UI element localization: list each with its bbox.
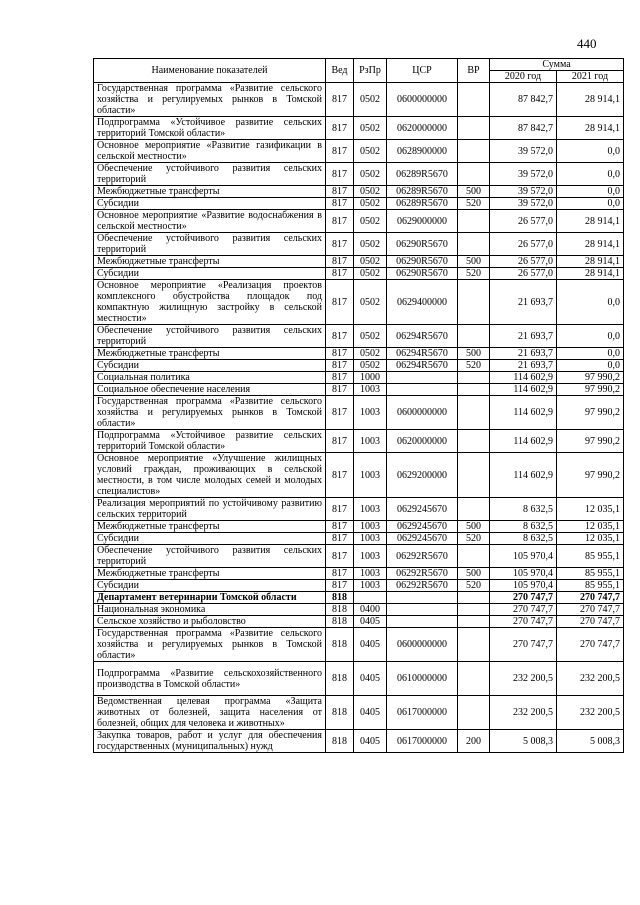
- cell-name: Реализация мероприятий по устойчивому развитию сельских территорий: [94, 498, 326, 521]
- cell-ved: 817: [326, 430, 354, 453]
- cell-value-2021: 28 914,1: [557, 233, 624, 256]
- cell-ved: 817: [326, 163, 354, 186]
- table-row: [94, 453, 624, 498]
- cell-value-2020: 5 008,3: [490, 730, 557, 753]
- cell-rzpr: 1003: [354, 384, 387, 396]
- cell-csr: 06294R5670: [387, 348, 458, 360]
- table-row: [94, 430, 624, 453]
- cell-value-2021: 97 990,2: [557, 384, 624, 396]
- cell-ved: 817: [326, 396, 354, 430]
- cell-vr: [458, 430, 490, 453]
- cell-csr: 06294R5670: [387, 325, 458, 348]
- cell-rzpr: 0400: [354, 604, 387, 616]
- cell-rzpr: 0405: [354, 616, 387, 628]
- col-header-vr: ВР: [458, 59, 490, 83]
- cell-value-2021: 28 914,1: [557, 256, 624, 268]
- cell-csr: 0629245670: [387, 498, 458, 521]
- cell-value-2021: 85 955,1: [557, 545, 624, 568]
- cell-csr: 0629245670: [387, 521, 458, 533]
- cell-rzpr: 0502: [354, 83, 387, 117]
- cell-ved: 817: [326, 521, 354, 533]
- cell-name: Субсидии: [94, 580, 326, 592]
- cell-vr: 520: [458, 268, 490, 280]
- table-row: [94, 256, 624, 268]
- cell-rzpr: [354, 592, 387, 604]
- table-row: [94, 616, 624, 628]
- table-row: [94, 533, 624, 545]
- cell-value-2021: 232 200,5: [557, 696, 624, 730]
- cell-vr: [458, 453, 490, 498]
- cell-name: Социальное обеспечение населения: [94, 384, 326, 396]
- table-row: [94, 83, 624, 117]
- cell-value-2020: 21 693,7: [490, 325, 557, 348]
- cell-value-2021: 12 035,1: [557, 521, 624, 533]
- cell-vr: 500: [458, 348, 490, 360]
- cell-ved: 817: [326, 83, 354, 117]
- cell-value-2021: 270 747,7: [557, 616, 624, 628]
- cell-ved: 817: [326, 256, 354, 268]
- cell-rzpr: 1003: [354, 453, 387, 498]
- cell-rzpr: 1003: [354, 580, 387, 592]
- cell-rzpr: 0502: [354, 140, 387, 163]
- cell-csr: 0600000000: [387, 396, 458, 430]
- cell-csr: 0629200000: [387, 453, 458, 498]
- table-row: [94, 730, 624, 753]
- cell-value-2021: 270 747,7: [557, 592, 624, 604]
- cell-value-2020: 26 577,0: [490, 256, 557, 268]
- cell-name: Ведомственная целевая программа «Защита животных от болезней, защита населения от болезней, общих для человека и животных»: [94, 696, 326, 730]
- table-row: [94, 348, 624, 360]
- cell-vr: 500: [458, 186, 490, 198]
- cell-vr: [458, 592, 490, 604]
- cell-value-2021: 97 990,2: [557, 430, 624, 453]
- cell-value-2020: 105 970,4: [490, 580, 557, 592]
- cell-rzpr: 0502: [354, 348, 387, 360]
- cell-rzpr: 0502: [354, 210, 387, 233]
- cell-name: Подпрограмма «Развитие сельскохозяйственного производства в Томской области»: [94, 662, 326, 696]
- table-row: [94, 568, 624, 580]
- cell-rzpr: 0405: [354, 696, 387, 730]
- cell-ved: 817: [326, 372, 354, 384]
- cell-vr: [458, 628, 490, 662]
- page-number: 440: [577, 36, 597, 51]
- col-header-rzpr: РзПр: [354, 59, 387, 83]
- cell-name: Обеспечение устойчивого развития сельских территорий: [94, 163, 326, 186]
- cell-ved: 817: [326, 198, 354, 210]
- cell-csr: [387, 384, 458, 396]
- cell-name: Национальная экономика: [94, 604, 326, 616]
- cell-ved: 817: [326, 384, 354, 396]
- cell-vr: [458, 396, 490, 430]
- cell-name: Социальная политика: [94, 372, 326, 384]
- cell-rzpr: 0502: [354, 325, 387, 348]
- cell-vr: [458, 140, 490, 163]
- table-row: [94, 280, 624, 325]
- col-header-2020: 2020 год: [490, 71, 557, 83]
- cell-csr: 0617000000: [387, 696, 458, 730]
- cell-vr: [458, 384, 490, 396]
- col-header-name: Наименование показателей: [94, 59, 326, 83]
- cell-value-2020: 39 572,0: [490, 198, 557, 210]
- cell-value-2020: 114 602,9: [490, 453, 557, 498]
- cell-name: Обеспечение устойчивого развития сельских территорий: [94, 325, 326, 348]
- cell-value-2020: 87 842,7: [490, 83, 557, 117]
- cell-value-2020: 270 747,7: [490, 604, 557, 616]
- cell-name: Подпрограмма «Устойчивое развитие сельских территорий Томской области»: [94, 430, 326, 453]
- cell-ved: 817: [326, 210, 354, 233]
- cell-csr: 06289R5670: [387, 198, 458, 210]
- cell-rzpr: 0405: [354, 628, 387, 662]
- cell-ved: 818: [326, 628, 354, 662]
- cell-value-2021: 28 914,1: [557, 268, 624, 280]
- budget-table: [93, 58, 624, 753]
- cell-csr: 0628900000: [387, 140, 458, 163]
- cell-name: Субсидии: [94, 533, 326, 545]
- cell-value-2021: 0,0: [557, 198, 624, 210]
- cell-value-2020: 21 693,7: [490, 348, 557, 360]
- cell-name: Основное мероприятие «Развитие водоснабжения в сельской местности»: [94, 210, 326, 233]
- cell-value-2020: 26 577,0: [490, 210, 557, 233]
- cell-csr: 0610000000: [387, 662, 458, 696]
- cell-rzpr: 0502: [354, 117, 387, 140]
- cell-ved: 818: [326, 604, 354, 616]
- cell-name: Субсидии: [94, 360, 326, 372]
- col-header-2021: 2021 год: [557, 71, 624, 83]
- table-row: [94, 325, 624, 348]
- cell-value-2021: 97 990,2: [557, 372, 624, 384]
- cell-csr: [387, 372, 458, 384]
- cell-ved: 817: [326, 325, 354, 348]
- cell-csr: 0629000000: [387, 210, 458, 233]
- header-row: [94, 59, 624, 71]
- cell-name: Закупка товаров, работ и услуг для обеспечения государственных (муниципальных) нужд: [94, 730, 326, 753]
- cell-name: Обеспечение устойчивого развития сельских территорий: [94, 545, 326, 568]
- table-row: [94, 233, 624, 256]
- cell-value-2020: 8 632,5: [490, 533, 557, 545]
- cell-name: Департамент ветеринарии Томской области: [94, 592, 326, 604]
- cell-rzpr: 1003: [354, 430, 387, 453]
- cell-name: Основное мероприятие «Реализация проектов комплексного обустройства площадок под компактную жилищную застройку в сельской местности»: [94, 280, 326, 325]
- cell-ved: 818: [326, 696, 354, 730]
- cell-vr: 520: [458, 580, 490, 592]
- cell-value-2020: 87 842,7: [490, 117, 557, 140]
- cell-value-2020: 39 572,0: [490, 140, 557, 163]
- cell-ved: 817: [326, 117, 354, 140]
- cell-rzpr: 0502: [354, 186, 387, 198]
- cell-name: Обеспечение устойчивого развития сельских территорий: [94, 233, 326, 256]
- cell-name: Субсидии: [94, 198, 326, 210]
- table-row: [94, 545, 624, 568]
- cell-value-2020: 39 572,0: [490, 186, 557, 198]
- cell-value-2020: 39 572,0: [490, 163, 557, 186]
- cell-value-2021: 0,0: [557, 360, 624, 372]
- cell-csr: 0617000000: [387, 730, 458, 753]
- cell-vr: 500: [458, 256, 490, 268]
- cell-name: Государственная программа «Развитие сельского хозяйства и регулируемых рынков в Томской области»: [94, 396, 326, 430]
- cell-vr: [458, 662, 490, 696]
- cell-ved: 817: [326, 545, 354, 568]
- cell-value-2021: 97 990,2: [557, 396, 624, 430]
- cell-name: Межбюджетные трансферты: [94, 348, 326, 360]
- cell-csr: 0629245670: [387, 533, 458, 545]
- cell-vr: 500: [458, 521, 490, 533]
- cell-csr: 0620000000: [387, 430, 458, 453]
- cell-rzpr: 0405: [354, 730, 387, 753]
- cell-csr: [387, 616, 458, 628]
- table-row: [94, 198, 624, 210]
- cell-ved: 817: [326, 533, 354, 545]
- cell-value-2021: 28 914,1: [557, 117, 624, 140]
- cell-csr: 06290R5670: [387, 268, 458, 280]
- cell-name: Межбюджетные трансферты: [94, 568, 326, 580]
- cell-value-2021: 0,0: [557, 186, 624, 198]
- cell-csr: 0629400000: [387, 280, 458, 325]
- cell-value-2020: 114 602,9: [490, 372, 557, 384]
- cell-vr: 500: [458, 568, 490, 580]
- cell-rzpr: 1003: [354, 545, 387, 568]
- cell-ved: 818: [326, 616, 354, 628]
- table-row: [94, 186, 624, 198]
- cell-csr: 06292R5670: [387, 580, 458, 592]
- cell-rzpr: 1003: [354, 533, 387, 545]
- cell-value-2021: 12 035,1: [557, 498, 624, 521]
- cell-value-2021: 0,0: [557, 348, 624, 360]
- cell-value-2020: 270 747,7: [490, 628, 557, 662]
- cell-ved: 817: [326, 268, 354, 280]
- cell-rzpr: 0502: [354, 163, 387, 186]
- cell-csr: [387, 592, 458, 604]
- table-row: [94, 210, 624, 233]
- cell-rzpr: 0502: [354, 360, 387, 372]
- cell-value-2021: 232 200,5: [557, 662, 624, 696]
- table-row: [94, 396, 624, 430]
- cell-ved: 817: [326, 348, 354, 360]
- table-row: [94, 662, 624, 696]
- table-row: [94, 628, 624, 662]
- col-header-ved: Вед: [326, 59, 354, 83]
- cell-vr: 200: [458, 730, 490, 753]
- cell-value-2021: 28 914,1: [557, 210, 624, 233]
- table-row: [94, 360, 624, 372]
- cell-csr: 06292R5670: [387, 545, 458, 568]
- cell-value-2021: 0,0: [557, 325, 624, 348]
- cell-ved: 817: [326, 568, 354, 580]
- cell-ved: 817: [326, 280, 354, 325]
- cell-value-2021: 12 035,1: [557, 533, 624, 545]
- cell-vr: 520: [458, 533, 490, 545]
- table-body: [94, 83, 624, 753]
- cell-value-2020: 105 970,4: [490, 568, 557, 580]
- cell-csr: 0600000000: [387, 628, 458, 662]
- cell-value-2021: 85 955,1: [557, 580, 624, 592]
- cell-name: Основное мероприятие «Улучшение жилищных условий граждан, проживающих в сельской местности, в том числе молодых семей и молодых специалистов»: [94, 453, 326, 498]
- cell-csr: 06292R5670: [387, 568, 458, 580]
- cell-vr: [458, 163, 490, 186]
- cell-value-2021: 270 747,7: [557, 604, 624, 616]
- cell-csr: 06289R5670: [387, 163, 458, 186]
- cell-csr: 06290R5670: [387, 256, 458, 268]
- cell-vr: [458, 545, 490, 568]
- cell-name: Межбюджетные трансферты: [94, 186, 326, 198]
- cell-value-2021: 97 990,2: [557, 453, 624, 498]
- table-row: [94, 696, 624, 730]
- cell-name: Подпрограмма «Устойчивое развитие сельских территорий Томской области»: [94, 117, 326, 140]
- cell-name: Основное мероприятие «Развитие газификации в сельской местности»: [94, 140, 326, 163]
- cell-value-2020: 232 200,5: [490, 696, 557, 730]
- cell-value-2021: 0,0: [557, 280, 624, 325]
- cell-rzpr: 1003: [354, 396, 387, 430]
- cell-name: Межбюджетные трансферты: [94, 521, 326, 533]
- cell-rzpr: 0502: [354, 280, 387, 325]
- cell-value-2021: 85 955,1: [557, 568, 624, 580]
- cell-value-2021: 270 747,7: [557, 628, 624, 662]
- cell-value-2020: 270 747,7: [490, 616, 557, 628]
- cell-value-2020: 21 693,7: [490, 280, 557, 325]
- cell-csr: 0620000000: [387, 117, 458, 140]
- col-header-csr: ЦСР: [387, 59, 458, 83]
- cell-ved: 817: [326, 580, 354, 592]
- cell-vr: [458, 604, 490, 616]
- cell-value-2020: 8 632,5: [490, 498, 557, 521]
- cell-vr: [458, 280, 490, 325]
- cell-ved: 817: [326, 360, 354, 372]
- cell-vr: [458, 498, 490, 521]
- cell-ved: 817: [326, 453, 354, 498]
- cell-value-2021: 0,0: [557, 140, 624, 163]
- cell-ved: 817: [326, 140, 354, 163]
- cell-rzpr: 1003: [354, 498, 387, 521]
- cell-rzpr: 0502: [354, 198, 387, 210]
- cell-value-2020: 270 747,7: [490, 592, 557, 604]
- cell-vr: [458, 325, 490, 348]
- cell-rzpr: 1003: [354, 521, 387, 533]
- cell-vr: 520: [458, 198, 490, 210]
- cell-rzpr: 0502: [354, 256, 387, 268]
- cell-value-2021: 5 008,3: [557, 730, 624, 753]
- cell-value-2020: 114 602,9: [490, 396, 557, 430]
- cell-vr: [458, 696, 490, 730]
- cell-value-2021: 28 914,1: [557, 83, 624, 117]
- cell-vr: [458, 372, 490, 384]
- cell-value-2020: 21 693,7: [490, 360, 557, 372]
- cell-csr: 06289R5670: [387, 186, 458, 198]
- table-row: [94, 604, 624, 616]
- cell-rzpr: 1000: [354, 372, 387, 384]
- cell-vr: [458, 210, 490, 233]
- cell-name: Государственная программа «Развитие сельского хозяйства и регулируемых рынков в Томской области»: [94, 83, 326, 117]
- table-row: [94, 580, 624, 592]
- table-row: [94, 163, 624, 186]
- cell-name: Субсидии: [94, 268, 326, 280]
- table-row: [94, 140, 624, 163]
- cell-value-2020: 232 200,5: [490, 662, 557, 696]
- cell-name: Государственная программа «Развитие сельского хозяйства и регулируемых рынков в Томской области»: [94, 628, 326, 662]
- table-row: [94, 521, 624, 533]
- cell-value-2021: 0,0: [557, 163, 624, 186]
- cell-value-2020: 26 577,0: [490, 233, 557, 256]
- cell-value-2020: 105 970,4: [490, 545, 557, 568]
- cell-value-2020: 8 632,5: [490, 521, 557, 533]
- table-row: [94, 498, 624, 521]
- cell-value-2020: 114 602,9: [490, 384, 557, 396]
- cell-ved: 817: [326, 186, 354, 198]
- cell-csr: 06294R5670: [387, 360, 458, 372]
- cell-ved: 817: [326, 233, 354, 256]
- cell-ved: 818: [326, 592, 354, 604]
- cell-value-2020: 26 577,0: [490, 268, 557, 280]
- table-row: [94, 117, 624, 140]
- table-row: [94, 384, 624, 396]
- cell-vr: [458, 117, 490, 140]
- cell-vr: [458, 83, 490, 117]
- cell-csr: [387, 604, 458, 616]
- cell-ved: 818: [326, 662, 354, 696]
- cell-csr: 0600000000: [387, 83, 458, 117]
- cell-ved: 817: [326, 498, 354, 521]
- cell-rzpr: 1003: [354, 568, 387, 580]
- cell-vr: 520: [458, 360, 490, 372]
- col-header-sum: Сумма: [490, 59, 624, 71]
- cell-name: Сельское хозяйство и рыболовство: [94, 616, 326, 628]
- cell-name: Межбюджетные трансферты: [94, 256, 326, 268]
- cell-value-2020: 114 602,9: [490, 430, 557, 453]
- cell-vr: [458, 233, 490, 256]
- cell-rzpr: 0405: [354, 662, 387, 696]
- cell-rzpr: 0502: [354, 268, 387, 280]
- cell-rzpr: 0502: [354, 233, 387, 256]
- cell-vr: [458, 616, 490, 628]
- cell-ved: 818: [326, 730, 354, 753]
- table-row: [94, 268, 624, 280]
- cell-csr: 06290R5670: [387, 233, 458, 256]
- table-row: [94, 372, 624, 384]
- table-row: [94, 592, 624, 604]
